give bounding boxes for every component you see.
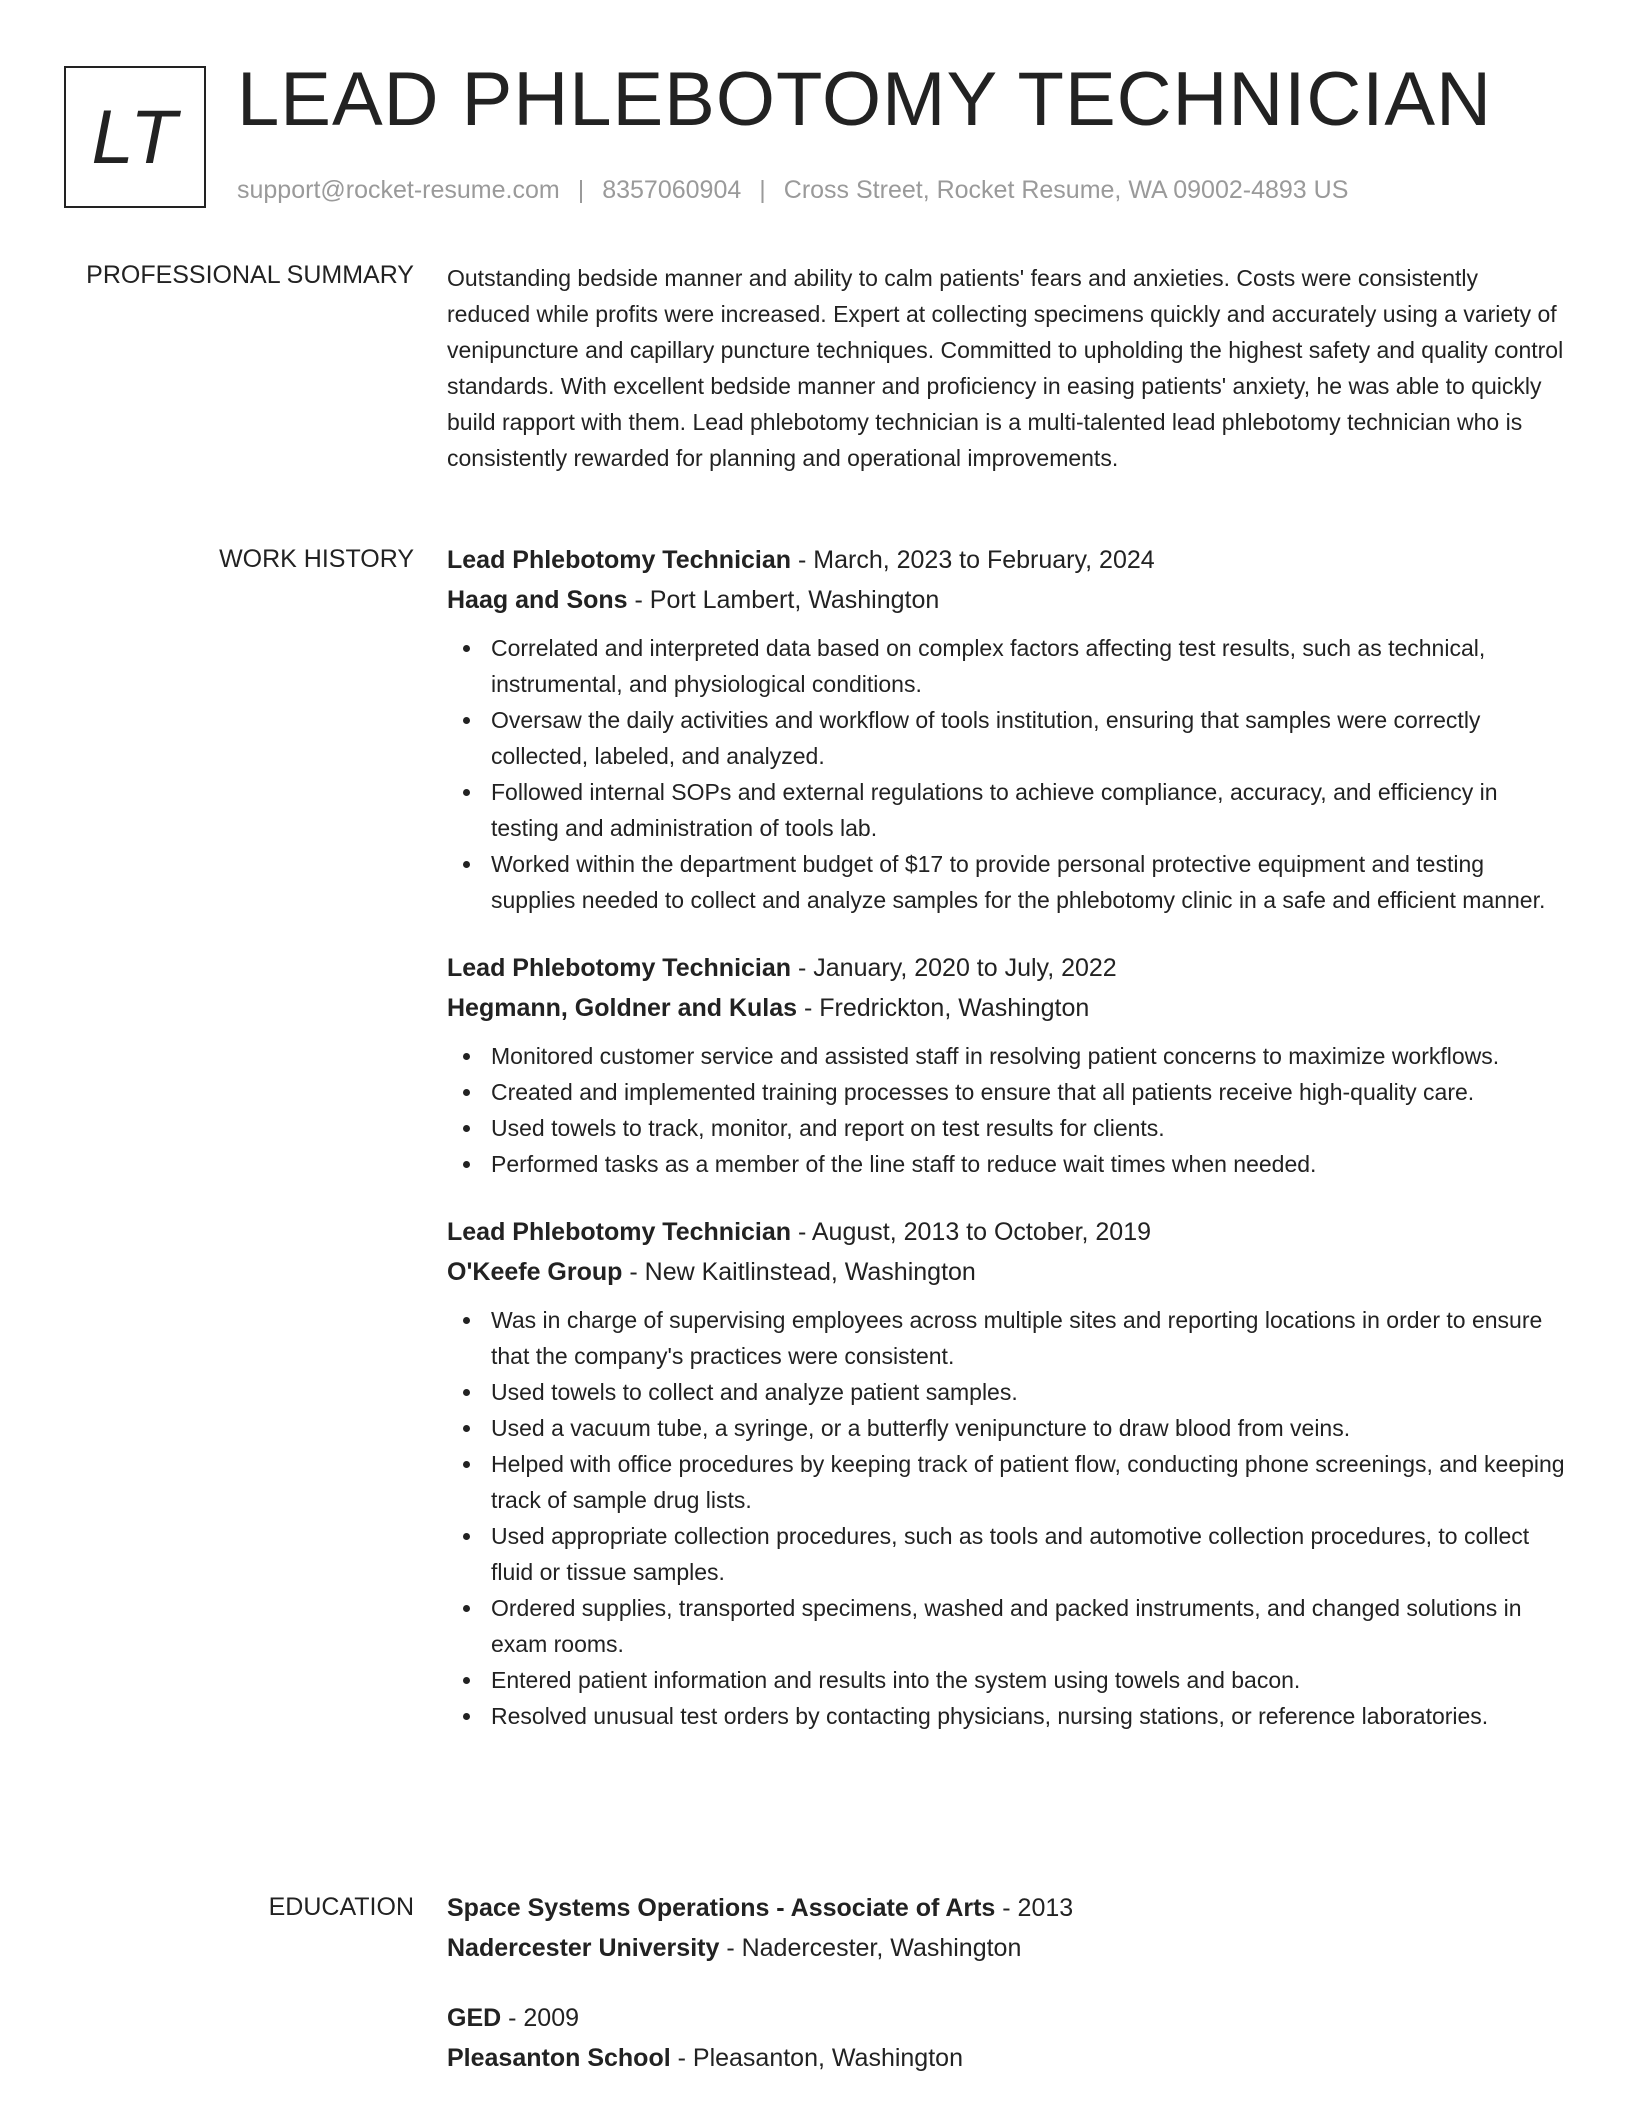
job-location: - New Kaitlinstead, Washington [622,1258,976,1286]
job-entry [447,540,1567,918]
list-item: Oversaw the daily activities and workflow of tools institution, ensuring that samples were correctly collected, labeled, and analyzed. [447,702,1567,774]
education-location: - Nadercester, Washington [719,1934,1022,1962]
work-history-list [447,540,1567,1764]
list-item: Created and implemented training processes to ensure that all patients receive high-quality care. [447,1074,1567,1110]
job-title-line [447,540,1567,580]
list-item: Resolved unusual test orders by contacting physicians, nursing stations, or reference laboratories. [447,1698,1567,1734]
job-title: Lead Phlebotomy Technician [447,546,792,574]
job-employer-line [447,988,1567,1028]
job-employer-line [447,580,1567,620]
list-item: Ordered supplies, transported specimens, washed and packed instruments, and changed solutions in exam rooms. [447,1590,1567,1662]
education-degree: GED [447,2004,502,2032]
section-label-summary: PROFESSIONAL SUMMARY [86,261,414,289]
list-item: Used towels to collect and analyze patient samples. [447,1374,1567,1410]
education-school-line [447,1928,1567,1968]
list-item: Used towels to track, monitor, and report on test results for clients. [447,1110,1567,1146]
job-dates: - March, 2023 to February, 2024 [791,546,1155,574]
monogram-box [64,66,206,208]
job-employer: O'Keefe Group [447,1258,623,1286]
contact-line [237,176,1348,205]
education-degree-line [447,1888,1567,1928]
job-dates: - January, 2020 to July, 2022 [791,954,1117,982]
list-item: Helped with office procedures by keeping track of patient flow, conducting phone screenings, and keeping track of sample drug lists. [447,1446,1567,1518]
education-year: - 2013 [995,1894,1074,1922]
job-dates: - August, 2013 to October, 2019 [791,1218,1152,1246]
contact-separator: | [759,176,766,204]
job-entry [447,1212,1567,1734]
education-list [447,1888,1567,2108]
job-bullets [447,630,1567,918]
list-item: Entered patient information and results into the system using towels and bacon. [447,1662,1567,1698]
education-school: Nadercester University [447,1934,720,1962]
job-location: - Fredrickton, Washington [797,994,1090,1022]
contact-email[interactable]: support@rocket-resume.com [237,176,560,204]
education-degree-line [447,1998,1567,2038]
education-entry [447,1998,1567,2078]
list-item: Monitored customer service and assisted staff in resolving patient concerns to maximize workflows. [447,1038,1567,1074]
contact-address: Cross Street, Rocket Resume, WA 09002-4893 US [783,176,1349,204]
list-item: Used a vacuum tube, a syringe, or a butterfly venipuncture to draw blood from veins. [447,1410,1567,1446]
job-bullets [447,1302,1567,1734]
job-title-line [447,1212,1567,1252]
section-label-education: EDUCATION [268,1893,414,1921]
job-entry [447,948,1567,1182]
list-item: Followed internal SOPs and external regulations to achieve compliance, accuracy, and efficiency in testing and administration of tools lab. [447,774,1567,846]
list-item: Used appropriate collection procedures, such as tools and automotive collection procedures, to collect fluid or tissue samples. [447,1518,1567,1590]
job-title: Lead Phlebotomy Technician [447,954,792,982]
list-item: Performed tasks as a member of the line staff to reduce wait times when needed. [447,1146,1567,1182]
education-location: - Pleasanton, Washington [670,2044,963,2072]
monogram-initials: LT [91,94,179,180]
job-title: Lead Phlebotomy Technician [447,1218,792,1246]
job-employer: Hegmann, Goldner and Kulas [447,994,798,1022]
job-employer: Haag and Sons [447,586,628,614]
education-entry [447,1888,1567,1968]
education-degree: Space Systems Operations - Associate of Arts [447,1894,996,1922]
resume-name: LEAD PHLEBOTOMY TECHNICIAN [237,57,1492,142]
job-bullets [447,1038,1567,1182]
contact-phone[interactable]: 8357060904 [602,176,742,204]
list-item: Was in charge of supervising employees across multiple sites and reporting locations in order to ensure that the company's practices were consistent. [447,1302,1567,1374]
list-item: Correlated and interpreted data based on complex factors affecting test results, such as technical, instrumental, and physiological conditions. [447,630,1567,702]
summary-text: Outstanding bedside manner and ability to calm patients' fears and anxieties. Costs were consistently reduced while profits were increased. Expert at collecting specimens quickly and accurately using a variety of venipuncture and capillary puncture techniques. Committed to upholding the highest safety and quality control standards. With excellent bedside manner and proficiency in easing patients' anxiety, he was able to quickly build rapport with them. Lead phlebotomy technician is a multi-talented lead phlebotomy technician who is consistently rewarded for planning and operational improvements. [447,265,1564,471]
job-employer-line [447,1252,1567,1292]
education-school: Pleasanton School [447,2044,671,2072]
list-item: Worked within the department budget of $17 to provide personal protective equipment and testing supplies needed to collect and analyze samples for the phlebotomy clinic in a safe and efficient manner. [447,846,1567,918]
section-label-work-history: WORK HISTORY [219,545,414,573]
job-location: - Port Lambert, Washington [627,586,940,614]
education-school-line [447,2038,1567,2078]
job-title-line [447,948,1567,988]
contact-separator: | [577,176,585,204]
education-year: - 2009 [501,2004,580,2032]
